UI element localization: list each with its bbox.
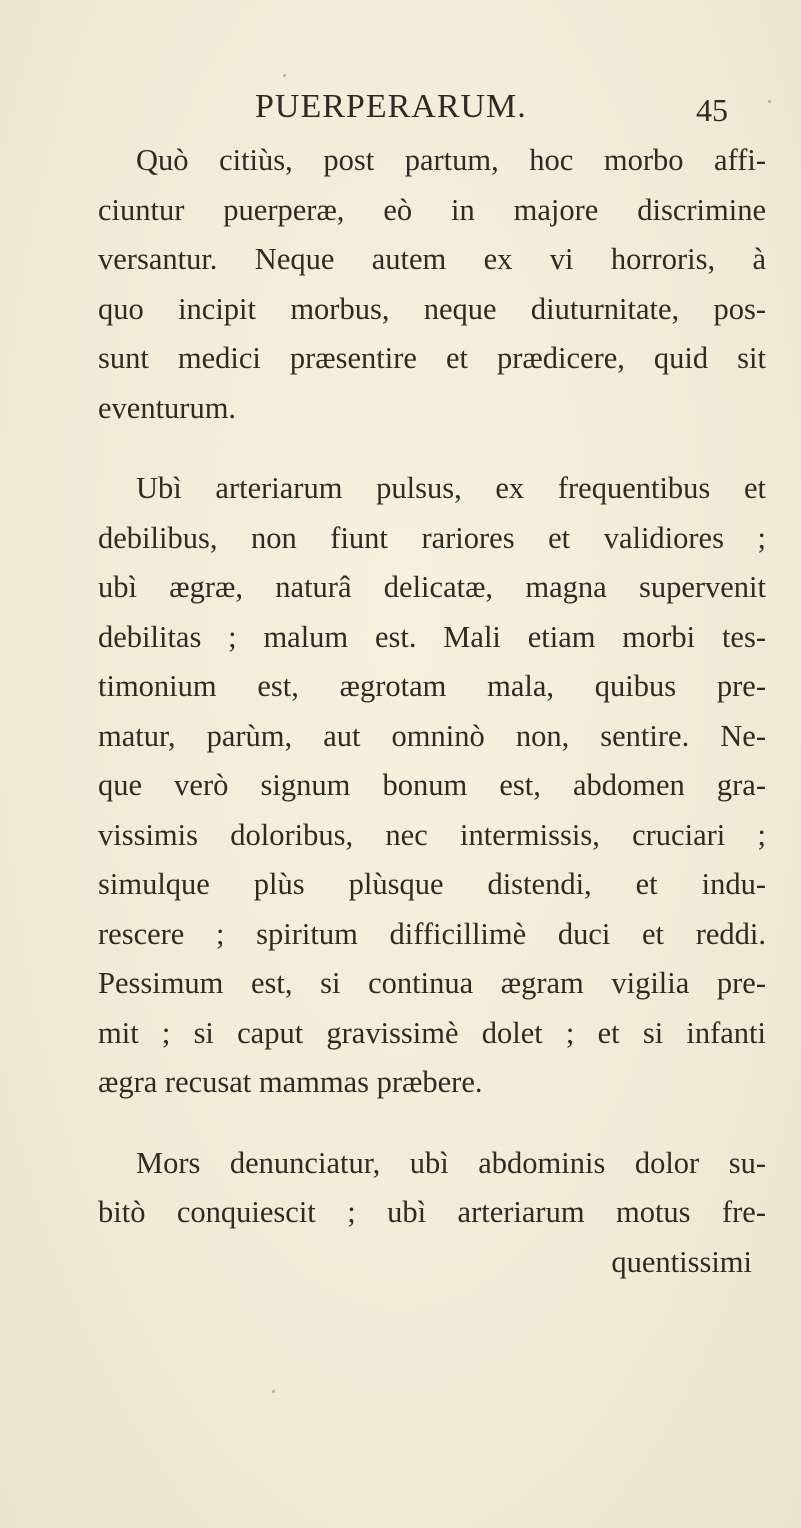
text-line: versantur. Neque autem ex vi horroris, à bbox=[98, 242, 766, 276]
text-line: Pessimum est, si continua ægram vigilia pre- bbox=[98, 966, 766, 1000]
text-line: ægra recusat mammas præbere. bbox=[98, 1065, 483, 1099]
running-head: PUERPERARUM. bbox=[255, 88, 527, 125]
page-header bbox=[0, 88, 801, 138]
text-line: sunt medici præsentire et prædicere, quid sit bbox=[98, 341, 766, 375]
paper-speck bbox=[283, 74, 286, 77]
text-line: timonium est, ægrotam mala, quibus pre- bbox=[98, 669, 766, 703]
text-line: Quò citiùs, post partum, hoc morbo affi- bbox=[136, 143, 766, 177]
text-line: eventurum. bbox=[98, 390, 237, 425]
text-line: Ubì arteriarum pulsus, ex frequentibus et bbox=[136, 471, 766, 505]
paper-speck bbox=[272, 1390, 275, 1393]
catchword: quentissimi bbox=[611, 1244, 752, 1279]
paragraph-gap bbox=[98, 1108, 766, 1139]
page-number: 45 bbox=[696, 92, 728, 128]
text-line: ciuntur puerperæ, eò in majore discrimine bbox=[98, 192, 766, 227]
paragraph-3 bbox=[98, 1139, 766, 1238]
text-line: quo incipit morbus, neque diuturnitate, pos- bbox=[98, 291, 766, 326]
text-line: ubì ægræ, naturâ delicatæ, magna supervenit bbox=[98, 570, 766, 604]
paragraph-1 bbox=[98, 136, 766, 433]
text-line: que verò signum bonum est, abdomen gra- bbox=[98, 768, 766, 802]
text-line: matur, parùm, aut omninò non, sentire. Ne- bbox=[98, 718, 766, 753]
text-line: bitò conquiescit ; ubì arteriarum motus fre- bbox=[98, 1195, 766, 1229]
text-line: rescere ; spiritum difficillimè duci et reddi. bbox=[98, 916, 766, 951]
paragraph-2 bbox=[98, 464, 766, 1108]
paragraph-gap bbox=[98, 433, 766, 464]
text-line: mit ; si caput gravissimè dolet ; et si infanti bbox=[98, 1015, 766, 1050]
text-line: debilibus, non fiunt rariores et validiores ; bbox=[98, 520, 766, 555]
text-line: debilitas ; malum est. Mali etiam morbi tes- bbox=[98, 619, 766, 654]
text-line: vissimis doloribus, nec intermissis, cruciari ; bbox=[98, 817, 766, 852]
text-line: Mors denunciatur, ubì abdominis dolor su- bbox=[136, 1145, 766, 1180]
body-text bbox=[98, 136, 766, 1287]
text-line: simulque plùs plùsque distendi, et indu- bbox=[98, 867, 766, 901]
